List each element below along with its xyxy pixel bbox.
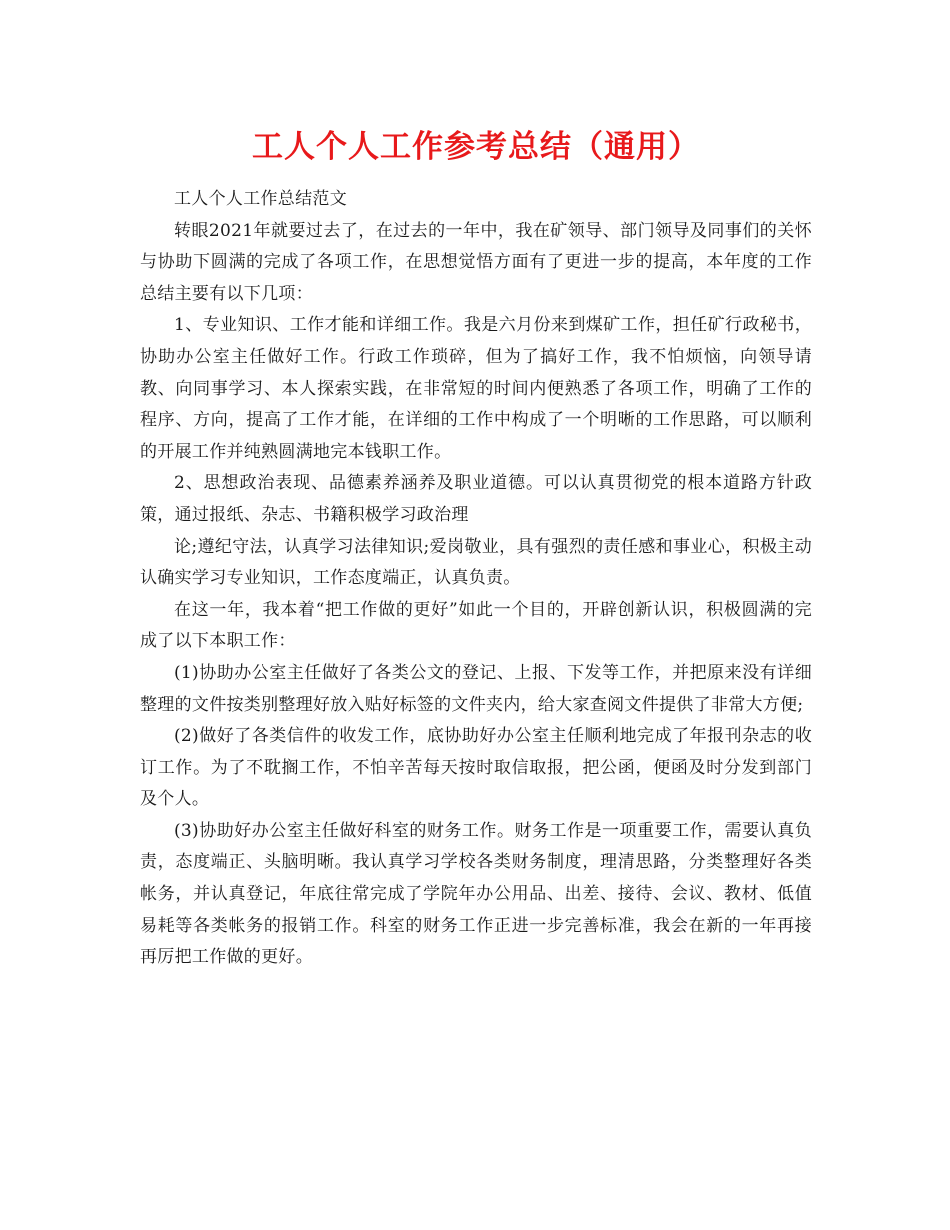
paragraph-section-1: 1、专业知识、工作才能和详细工作。我是六月份来到煤矿工作，担任矿行政秘书，协助办公室主任做好工作。行政工作琐碎，但为了搞好工作，我不怕烦恼，向领导请教、向同事学习、本人探索实践，在非常短的时间内便熟悉了各项工作，明确了工作的程序、方向，提高了工作才能，在详细的工作中构成了一个明晰的工作思路，可以顺利的开展工作并纯熟圆满地完本钱职工作。 [140,315,812,462]
paragraph-section-2-continued: 论;遵纪守法，认真学习法律知识;爱岗敬业，具有强烈的责任感和事业心，积极主动认确实学习专业知识，工作态度端正，认真负责。 [140,536,812,589]
paragraph-item-2: (2)做好了各类信件的收发工作，底协助好办公室主任顺利地完成了年报刊杂志的收订工作。为了不耽搁工作，不怕辛苦每天按时取信取报，把公函，便函及时分发到部门及个人。 [140,726,812,810]
document-page [140,120,812,974]
document-title: 工人个人工作参考总结（通用） [252,129,700,165]
paragraph-subtitle: 工人个人工作总结范文 [174,189,347,209]
paragraph-year-summary: 在这一年，我本着“把工作做的更好”如此一个目的，开辟创新认识，积极圆满的完成了以下本职工作： [140,599,812,652]
paragraph-item-3: (3)协助好办公室主任做好科室的财务工作。财务工作是一项重要工作，需要认真负责，态度端正、头脑明晰。我认真学习学校各类财务制度，理清思路，分类整理好各类帐务，并认真登记，年底往常完成了学院年办公用品、出差、接待、会议、教材、低值易耗等各类帐务的报销工作。科室的财务工作正进一步完善标准，我会在新的一年再接再厉把工作做的更好。 [140,820,812,968]
paragraph-item-1: (1)协助办公室主任做好了各类公文的登记、上报、下发等工作，并把原来没有详细整理的文件按类别整理好放入贴好标签的文件夹内，给大家查阅文件提供了非常大方便; [140,662,812,715]
paragraph-intro: 转眼2021年就要过去了，在过去的一年中，我在矿领导、部门领导及同事们的关怀与协助下圆满的完成了各项工作，在思想觉悟方面有了更进一步的提高，本年度的工作总结主要有以下几项： [140,220,812,304]
paragraph-section-2: 2、思想政治表现、品德素养涵养及职业道德。可以认真贯彻党的根本道路方针政策，通过报纸、杂志、书籍积极学习政治理 [140,473,812,525]
